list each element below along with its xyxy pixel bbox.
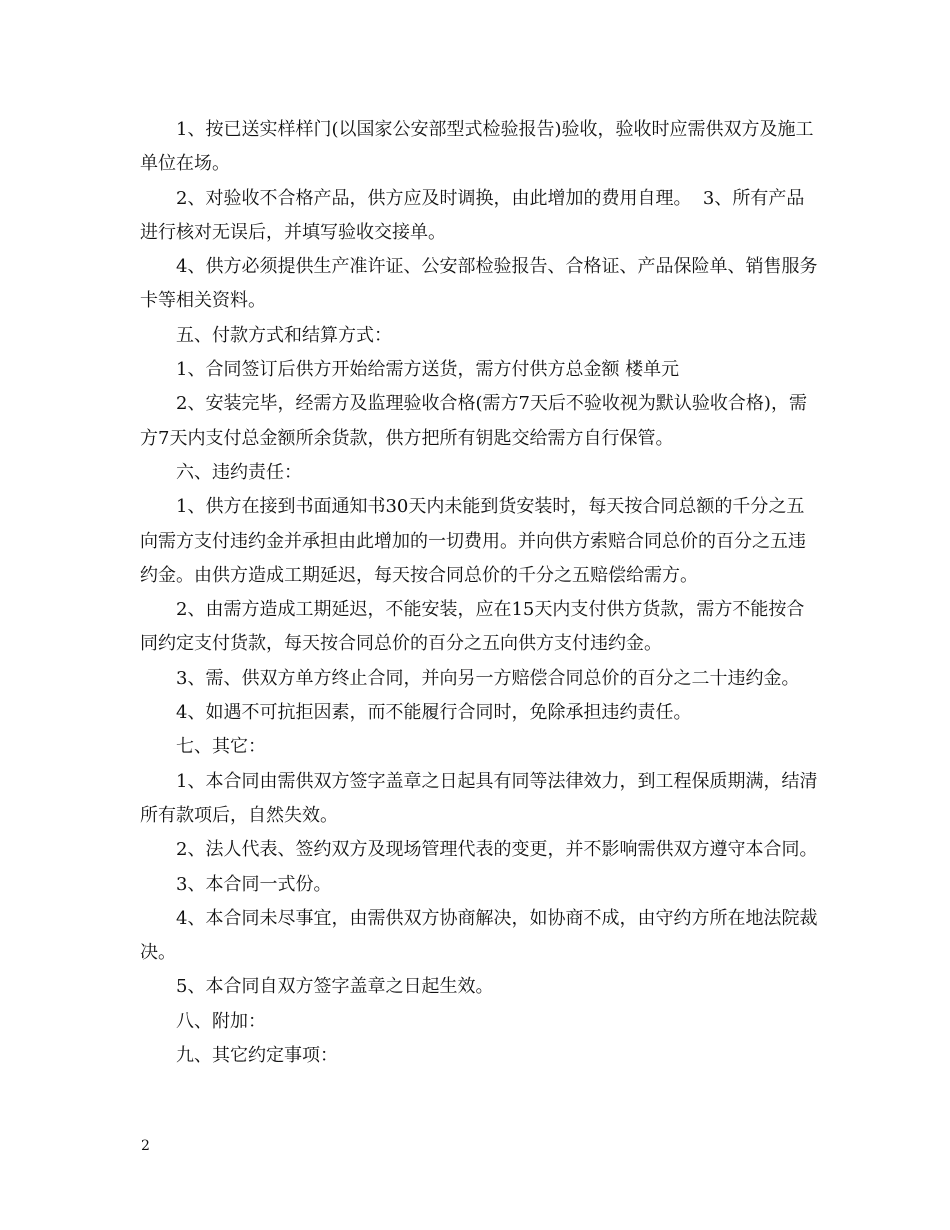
paragraph-acceptance-2-3: 2、对验收不合格产品，供方应及时调换，由此增加的费用自理。 3、所有产品进行核对无误后，并填写验收交接单。 bbox=[140, 187, 805, 243]
section-heading-liability: 六、违约责任： bbox=[176, 461, 302, 483]
paragraph-other-1: 1、本合同由需供双方签字盖章之日起具有同等法律效力，到工程保质期满，结清所有款项后，自然失效。 bbox=[140, 770, 818, 826]
page-number: 2 bbox=[141, 1138, 150, 1154]
paragraph-payment-1: 1、合同签订后供方开始给需方送货，需方付供方总金额 楼单元 bbox=[176, 359, 680, 381]
section-heading-payment: 五、付款方式和结算方式： bbox=[176, 324, 392, 346]
paragraph-liability-4: 4、如遇不可抗拒因素，而不能履行合同时，免除承担违约责任。 bbox=[176, 702, 692, 724]
paragraph-payment-2: 2、安装完毕，经需方及监理验收合格(需方7天后不验收视为默认验收合格)，需方7天内支付总金额所余货款，供方把所有钥匙交给需方自行保管。 bbox=[140, 393, 807, 449]
paragraph-acceptance-1: 1、按已送实样样门(以国家公安部型式检验报告)验收，验收时应需供双方及施工单位在场。 bbox=[140, 119, 814, 175]
paragraph-liability-3: 3、需、供双方单方终止合同，并向另一方赔偿合同总价的百分之二十违约金。 bbox=[176, 667, 800, 689]
section-heading-appendix: 八、附加： bbox=[176, 1010, 266, 1032]
paragraph-liability-1: 1、供方在接到书面通知书30天内未能到货安装时，每天按合同总额的千分之五向需方支付违约金并承担由此增加的一切费用。并向供方索赔合同总价的百分之五违约金。由供方造成工期延迟，每天按合同总价的千分之五赔偿给需方。 bbox=[140, 496, 806, 586]
paragraph-acceptance-4: 4、供方必须提供生产准许证、公安部检验报告、合格证、产品保险单、销售服务卡等相关资料。 bbox=[140, 256, 818, 312]
section-heading-other-terms: 九、其它约定事项： bbox=[176, 1045, 338, 1067]
paragraph-other-4: 4、本合同未尽事宜，由需供双方协商解决，如协商不成，由守约方所在地法院裁决。 bbox=[140, 907, 818, 964]
document-body bbox=[140, 113, 820, 1073]
paragraph-other-5: 5、本合同自双方签字盖章之日起生效。 bbox=[176, 976, 494, 998]
section-heading-other: 七、其它： bbox=[176, 736, 266, 758]
paragraph-other-2: 2、法人代表、签约双方及现场管理代表的变更，并不影响需供双方遵守本合同。 bbox=[176, 839, 818, 861]
paragraph-other-3: 3、本合同一式份。 bbox=[176, 873, 332, 895]
paragraph-liability-2: 2、由需方造成工期延迟，不能安装，应在15天内支付供方货款，需方不能按合同约定支付货款，每天按合同总价的百分之五向供方支付违约金。 bbox=[140, 599, 805, 655]
